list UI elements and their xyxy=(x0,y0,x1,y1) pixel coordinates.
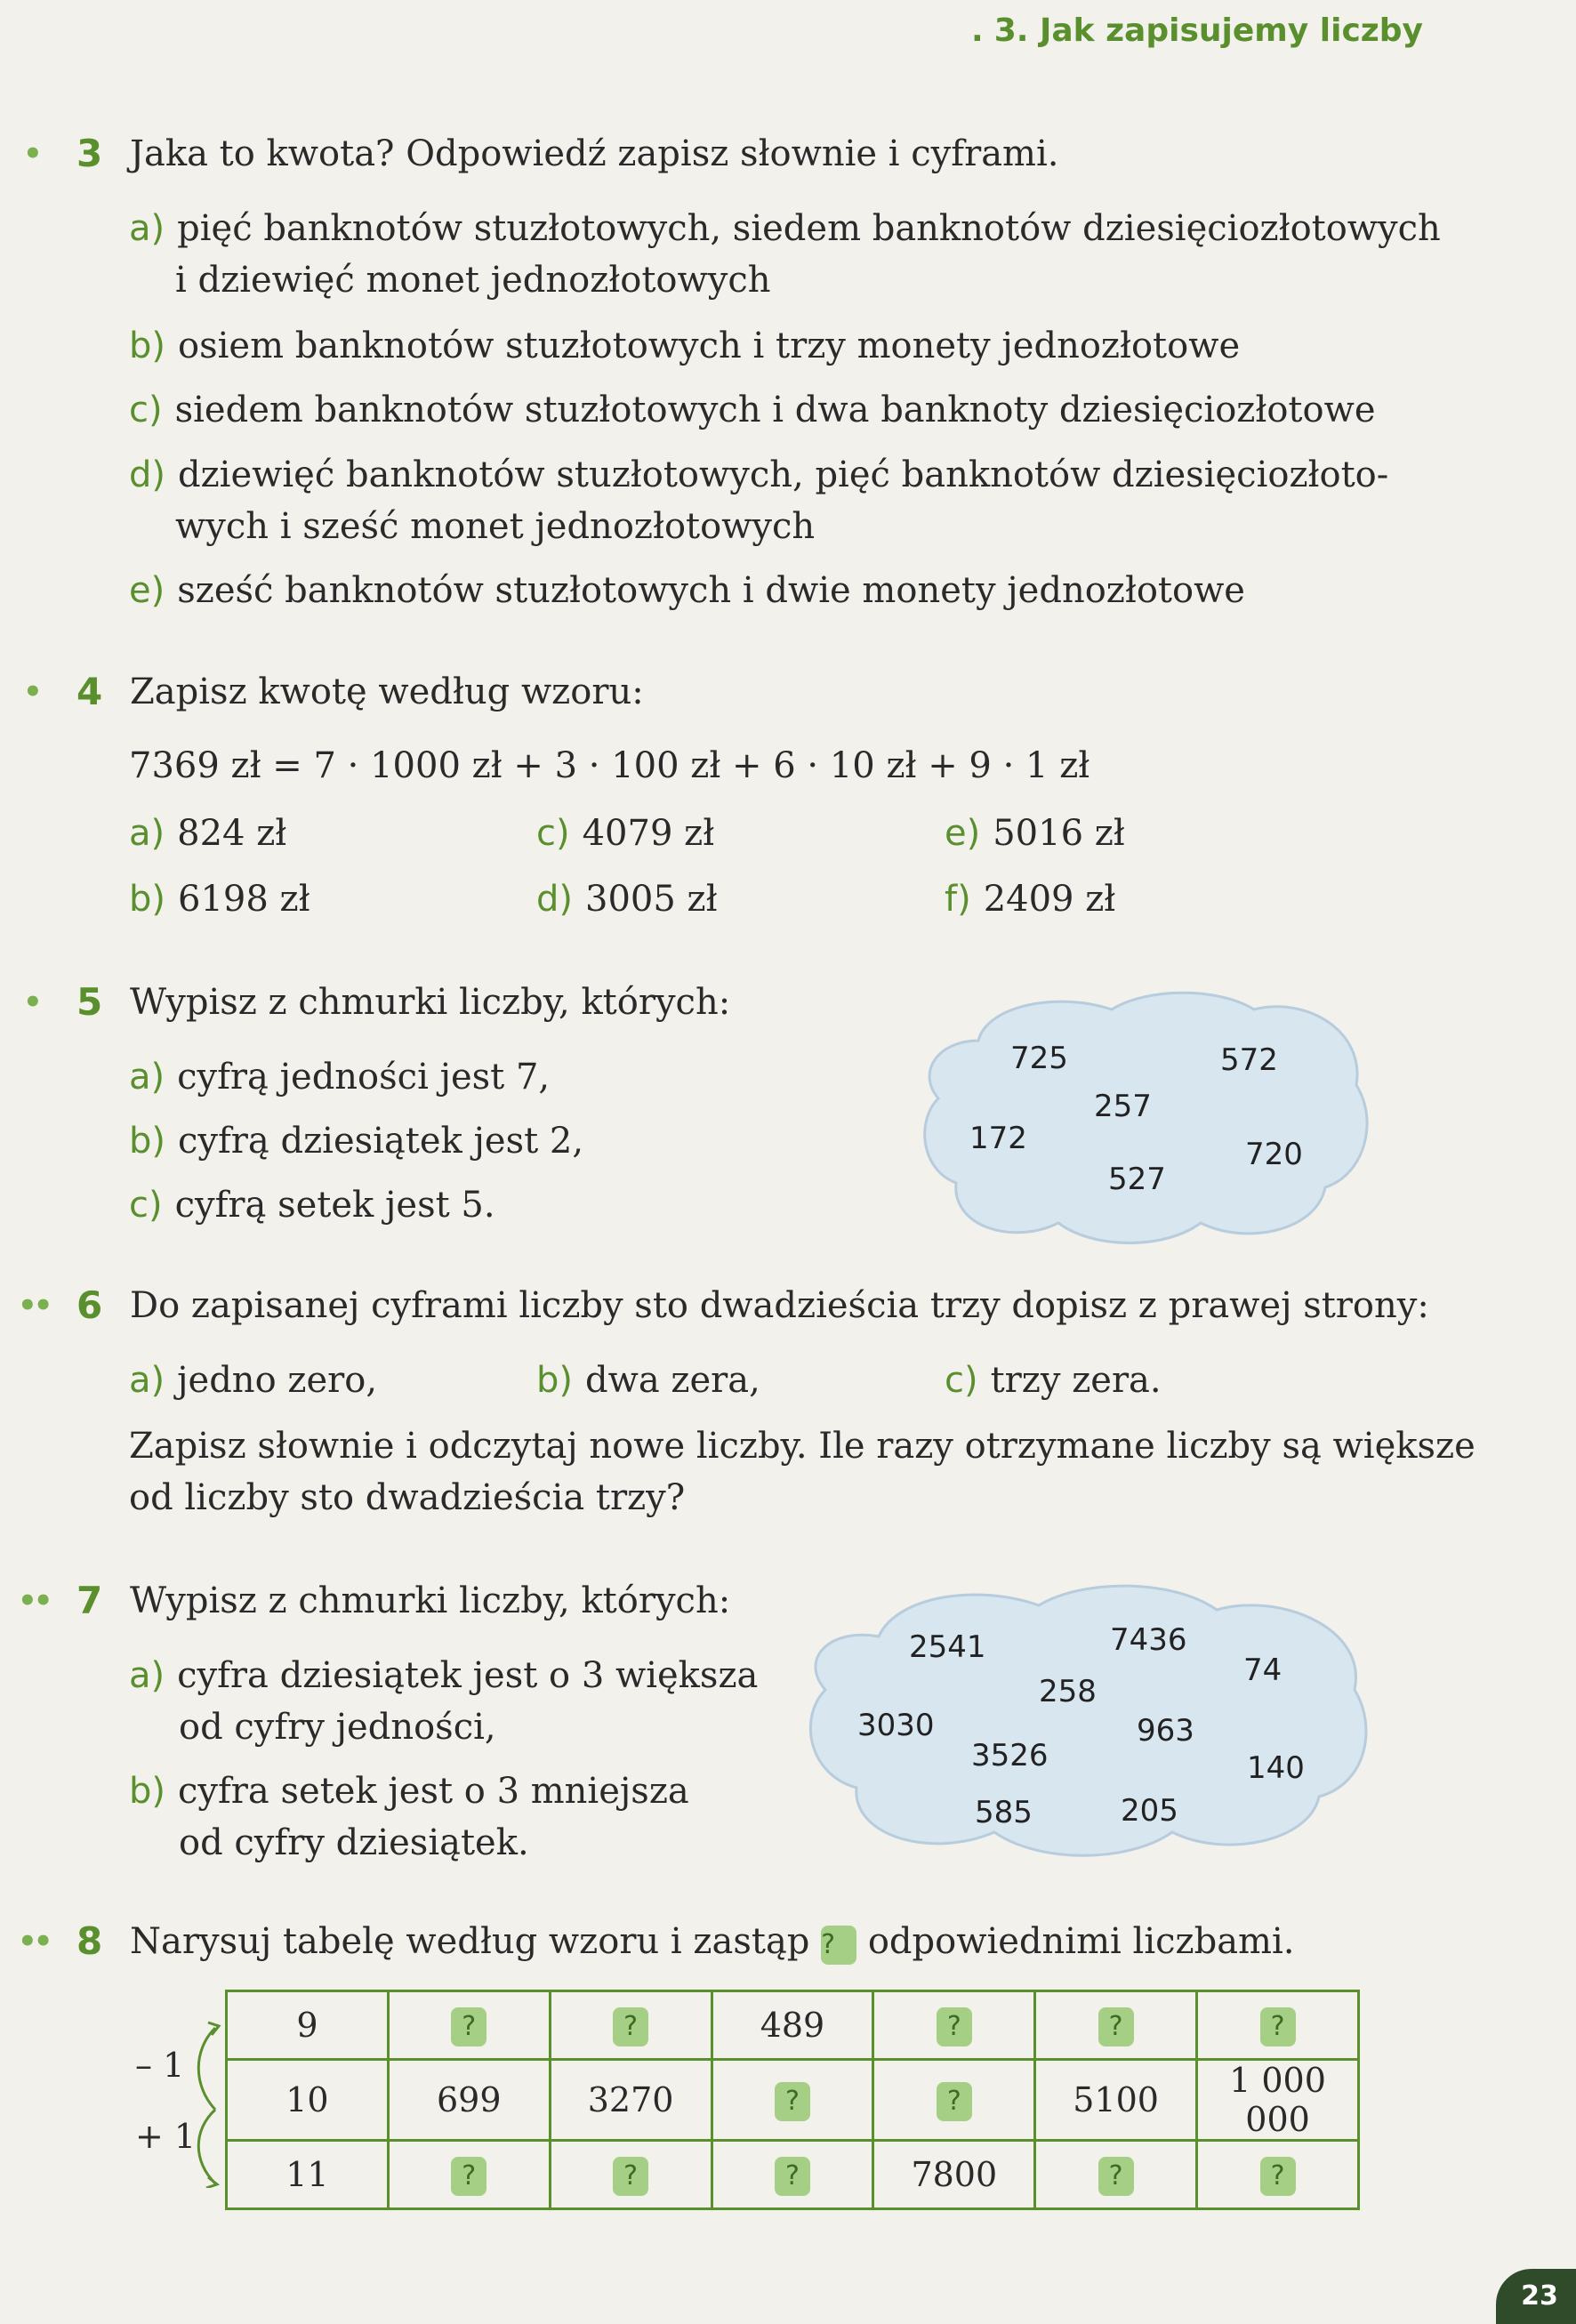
placeholder-marker: ? xyxy=(775,2157,810,2196)
cloud-number: 205 xyxy=(1121,1793,1178,1829)
cloud-number: 720 xyxy=(1245,1137,1303,1172)
task-item: a) jedno zero, xyxy=(129,1360,378,1401)
task-item: c) siedem banknotów stuzłotowych i dwa banknoty dziesięciozłotowe xyxy=(129,390,1376,430)
table-row xyxy=(227,2141,1359,2209)
task-8 xyxy=(0,1915,1576,1968)
task-item: a) cyfrą jedności jest 7, xyxy=(129,1057,551,1098)
placeholder-marker: ? xyxy=(1098,2007,1134,2047)
table-cell xyxy=(550,2141,712,2209)
task-item-continued: i dziewięć monet jednozłotowych xyxy=(175,260,771,301)
difficulty-marker: •• xyxy=(18,1288,50,1323)
task-prompt: Jaka to kwota? Odpowiedź zapisz słownie i cyframi. xyxy=(130,133,1059,174)
task-6 xyxy=(0,1279,1576,1332)
cell-value: 1 000 000 xyxy=(1229,2061,1326,2139)
plus-one-label: + 1 xyxy=(135,2117,197,2156)
page-number: 23 xyxy=(1496,2269,1576,2324)
task-item: c) trzy zera. xyxy=(945,1360,1162,1401)
cell-value: 10 xyxy=(285,2080,329,2119)
cell-value: 7800 xyxy=(911,2155,998,2194)
number-cloud xyxy=(916,987,1370,1245)
table-row xyxy=(227,1991,1359,2060)
cell-value: 9 xyxy=(296,2006,318,2045)
task-number: 7 xyxy=(76,1579,103,1622)
cloud-number: 963 xyxy=(1137,1713,1194,1749)
task-number: 5 xyxy=(76,980,103,1024)
table-cell xyxy=(1035,2141,1197,2209)
follow-up-text: Zapisz słownie i odczytaj nowe liczby. Ile razy otrzymane liczby są większe xyxy=(129,1426,1475,1467)
task-prompt: Do zapisanej cyframi liczby sto dwadzieścia trzy dopisz z prawej strony: xyxy=(130,1285,1429,1326)
cloud-number: 3526 xyxy=(971,1738,1049,1773)
task-item-continued: od cyfry dziesiątek. xyxy=(179,1822,529,1863)
cloud-number: 527 xyxy=(1108,1162,1166,1197)
cloud-number: 74 xyxy=(1243,1653,1283,1688)
follow-up-text: od liczby sto dwadzieścia trzy? xyxy=(129,1477,686,1518)
difficulty-marker: •• xyxy=(18,1583,50,1619)
task-number: 4 xyxy=(76,670,103,713)
task-item: b) osiem banknotów stuzłotowych i trzy monety jednozłotowe xyxy=(129,326,1241,366)
table-cell xyxy=(1035,2060,1197,2141)
task-4 xyxy=(0,665,1576,719)
chapter-header: . 3. Jak zapisujemy liczby xyxy=(971,12,1423,49)
cell-value: 699 xyxy=(437,2080,502,2119)
table-cell xyxy=(873,2060,1035,2141)
minus-one-label: – 1 xyxy=(135,2046,185,2085)
table-cell xyxy=(873,1991,1035,2060)
cloud-number: 725 xyxy=(1010,1041,1068,1076)
task-item: b) cyfrą dziesiątek jest 2, xyxy=(129,1121,584,1162)
task-item: c) cyfrą setek jest 5. xyxy=(129,1185,495,1226)
cell-value: 489 xyxy=(760,2006,825,2045)
task-item: d) 3005 zł xyxy=(536,879,718,920)
table-cell xyxy=(712,1991,873,2060)
cloud-number: 2541 xyxy=(909,1629,986,1665)
cloud-number: 257 xyxy=(1094,1089,1152,1124)
task-item: a) cyfra dziesiątek jest o 3 większa xyxy=(129,1655,759,1696)
placeholder-marker: ? xyxy=(613,2157,648,2196)
table-cell xyxy=(550,2060,712,2141)
task-prompt: Wypisz z chmurki liczby, których: xyxy=(130,982,731,1023)
table-cell xyxy=(1035,1991,1197,2060)
number-table xyxy=(225,1990,1360,2210)
difficulty-marker: •• xyxy=(18,1924,50,1959)
placeholder-marker: ? xyxy=(451,2007,486,2047)
cloud-number: 3030 xyxy=(857,1708,935,1743)
cell-value: 3270 xyxy=(587,2080,674,2119)
placeholder-marker: ? xyxy=(1260,2157,1296,2196)
placeholder-marker: ? xyxy=(937,2007,972,2047)
table-row xyxy=(227,2060,1359,2141)
table-cell xyxy=(1197,2141,1359,2209)
task-item: e) sześć banknotów stuzłotowych i dwie monety jednozłotowe xyxy=(129,570,1245,611)
placeholder-marker: ? xyxy=(821,1926,856,1965)
task-prompt: Narysuj tabelę według wzoru i zastąp ? odpowiednimi liczbami. xyxy=(130,1915,1294,1968)
task-item: a) pięć banknotów stuzłotowych, siedem banknotów dziesięciozłotowych xyxy=(129,208,1441,249)
table-cell xyxy=(712,2141,873,2209)
table-cell xyxy=(227,2141,389,2209)
difficulty-marker: • xyxy=(23,674,39,710)
difficulty-marker: • xyxy=(23,985,39,1020)
number-cloud xyxy=(799,1574,1377,1859)
placeholder-marker: ? xyxy=(775,2082,810,2121)
task-number: 8 xyxy=(76,1919,103,1963)
cloud-number: 572 xyxy=(1220,1042,1278,1078)
task-number: 6 xyxy=(76,1283,103,1327)
placeholder-marker: ? xyxy=(451,2157,486,2196)
placeholder-marker: ? xyxy=(1260,2007,1296,2047)
cloud-number: 7436 xyxy=(1110,1622,1187,1658)
cloud-number: 585 xyxy=(975,1795,1033,1830)
task-item: b) 6198 zł xyxy=(129,879,310,920)
task-item: c) 4079 zł xyxy=(536,813,715,854)
task-prompt: Wypisz z chmurki liczby, których: xyxy=(130,1580,731,1621)
cell-value: 11 xyxy=(285,2155,329,2194)
table-cell xyxy=(1197,1991,1359,2060)
formula: 7369 zł = 7 · 1000 zł + 3 · 100 zł + 6 · 10 zł + 9 · 1 zł xyxy=(129,745,1090,786)
table-cell xyxy=(227,1991,389,2060)
table-cell xyxy=(227,2060,389,2141)
table-cell xyxy=(550,1991,712,2060)
table-cell xyxy=(388,2060,550,2141)
task-3 xyxy=(0,127,1576,181)
task-number: 3 xyxy=(76,132,103,175)
table-cell xyxy=(388,1991,550,2060)
placeholder-marker: ? xyxy=(613,2007,648,2047)
task-item: e) 5016 zł xyxy=(945,813,1125,854)
table-cell xyxy=(712,2060,873,2141)
table-cell xyxy=(1197,2060,1359,2141)
task-item: f) 2409 zł xyxy=(945,879,1116,920)
difficulty-marker: • xyxy=(23,136,39,172)
task-prompt: Zapisz kwotę według wzoru: xyxy=(130,671,644,712)
task-item-continued: od cyfry jedności, xyxy=(179,1707,496,1748)
table-cell xyxy=(388,2141,550,2209)
cell-value: 5100 xyxy=(1073,2080,1159,2119)
task-item: d) dziewięć banknotów stuzłotowych, pięć banknotów dziesięciozłoto- xyxy=(129,454,1389,495)
cloud-number: 172 xyxy=(969,1121,1027,1156)
placeholder-marker: ? xyxy=(1098,2157,1134,2196)
placeholder-marker: ? xyxy=(937,2082,972,2121)
cloud-number: 258 xyxy=(1039,1674,1097,1709)
task-item: a) 824 zł xyxy=(129,813,287,854)
task-item: b) dwa zera, xyxy=(536,1360,760,1401)
cloud-number: 140 xyxy=(1247,1750,1305,1786)
table-cell xyxy=(873,2141,1035,2209)
task-item-continued: wych i sześć monet jednozłotowych xyxy=(175,506,816,547)
task-item: b) cyfra setek jest o 3 mniejsza xyxy=(129,1771,689,1812)
